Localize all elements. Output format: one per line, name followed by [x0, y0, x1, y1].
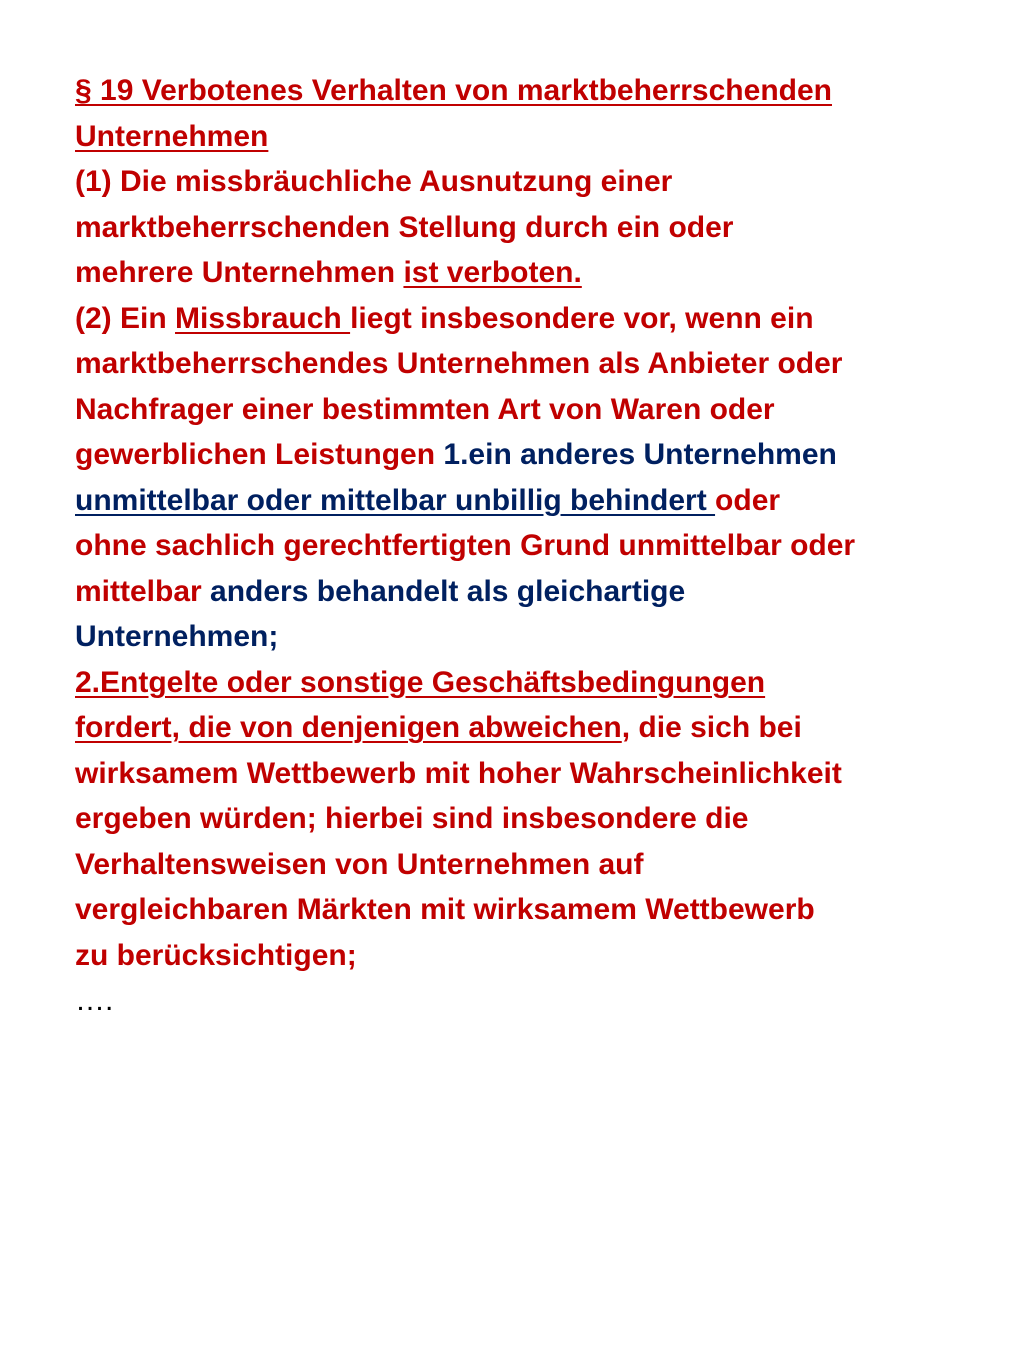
section-heading-line-2: Unternehmen	[75, 119, 269, 153]
paragraph-2-line-1	[75, 296, 955, 342]
point-2-line-7: zu berücksichtigen;	[75, 938, 357, 972]
point-1-start: 1.ein anderes Unternehmen	[443, 438, 837, 471]
paragraph-1-line-1: (1) Die missbräuchliche Ausnutzung einer	[75, 165, 673, 198]
point-2-line-5: Verhaltensweisen von Unternehmen auf	[75, 847, 644, 881]
point-2-line-4: ergeben würden; hierbei sind insbesondere die	[75, 802, 749, 835]
point-2-line-6: vergleichbaren Märkten mit wirksamem Wettbewerb	[75, 893, 815, 926]
document-body	[75, 68, 955, 1024]
paragraph-1-underlined-text: ist verboten.	[403, 256, 582, 289]
paragraph-2-line-4	[75, 432, 955, 478]
paragraph-2-line-5-red: oder	[715, 483, 781, 517]
paragraph-2-line-5	[75, 478, 955, 524]
point-2-text: , die sich bei	[621, 711, 802, 744]
point-2-line-1: 2.Entgelte oder sonstige Geschäftsbedingungen	[75, 665, 766, 699]
paragraph-2-line-6: ohne sachlich gerechtfertigten Grund unmittelbar oder	[75, 529, 856, 562]
point-2-underlined: fordert, die von denjenigen abweichen	[75, 711, 622, 744]
paragraph-1-text: mehrere Unternehmen	[75, 256, 404, 289]
ellipsis: ….	[75, 984, 114, 1017]
point-2-line-3: wirksamem Wettbewerb mit hoher Wahrscheinlichkeit	[75, 756, 842, 790]
point-2-line-2	[75, 705, 955, 751]
paragraph-2-line-4-red: gewerblichen Leistungen	[75, 438, 444, 471]
paragraph-2-line-8: Unternehmen;	[75, 620, 279, 653]
paragraph-2-text-b: liegt insbesondere vor, wenn ein	[350, 301, 814, 335]
paragraph-2-line-3: Nachfrager einer bestimmten Art von Waren oder	[75, 392, 775, 426]
paragraph-2-line-7-blue: anders behandelt als gleichartige	[210, 574, 686, 608]
paragraph-2-text-a: (2) Ein	[75, 301, 176, 335]
section-heading-line-1: § 19 Verbotenes Verhalten von marktbeherrschenden	[75, 74, 832, 107]
paragraph-2-line-7	[75, 569, 955, 615]
point-1-underlined: unmittelbar oder mittelbar unbillig behindert	[75, 483, 716, 517]
paragraph-2-line-7-red: mittelbar	[75, 574, 211, 608]
paragraph-1-line-2: marktbeherrschenden Stellung durch ein oder	[75, 210, 734, 244]
paragraph-1-line-3	[75, 250, 955, 296]
paragraph-2-line-2: marktbeherrschendes Unternehmen als Anbieter oder	[75, 347, 843, 380]
paragraph-2-missbrauch: Missbrauch	[175, 301, 351, 335]
